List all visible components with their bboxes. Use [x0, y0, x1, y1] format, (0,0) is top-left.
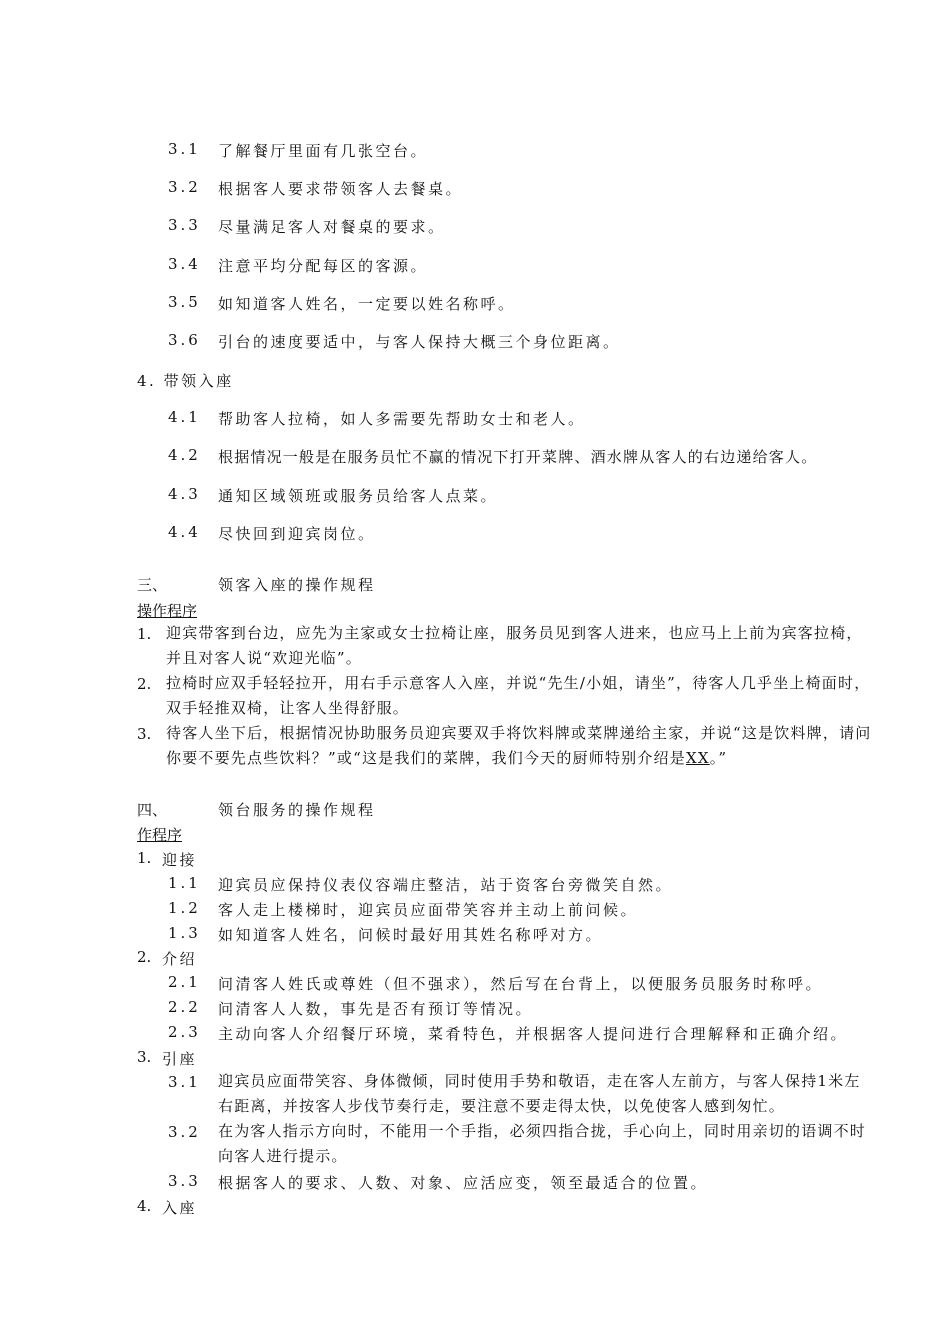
item-number: 2.3 [168, 1023, 201, 1041]
part3-label: 三、 [137, 576, 168, 594]
item-text: 问清客人姓氏或尊姓（但不强求），然后写在台背上，以便服务员服务时称呼。 [218, 975, 824, 993]
item-number: 3.3 [168, 216, 201, 234]
item-number: 4.2 [168, 446, 201, 464]
item-number: 3.1 [168, 1073, 201, 1091]
item-number: 3.2 [168, 1123, 201, 1141]
item-text: 迎宾员应保持仪表仪容端庄整洁，站于资客台旁微笑自然。 [218, 876, 674, 894]
list-number: 1. [137, 625, 152, 643]
group-title: 入座 [162, 1199, 198, 1217]
group-title: 介绍 [162, 950, 198, 968]
item-number: 3.6 [168, 331, 201, 349]
item-number: 3.2 [168, 178, 201, 196]
item-number: 1.2 [168, 899, 201, 917]
item-text: 如知道客人姓名，问候时最好用其姓名称呼对方。 [218, 926, 604, 944]
item-text: 尽快回到迎宾岗位。 [218, 525, 376, 543]
group-title: 引座 [162, 1050, 198, 1068]
item-text: 引台的速度要适中，与客人保持大概三个身位距离。 [218, 333, 621, 351]
item-text: 迎宾员应面带笑容、身体微倾，同时使用手势和敬语，走在客人左前方，与客人保持1米左右距离，并按客人步伐节奏行走，要注意不要走得太快，以免使客人感到匆忙。 [218, 1072, 861, 1115]
item-text: 客人走上楼梯时，迎宾员应面带笑容并主动上前问候。 [218, 901, 639, 919]
item-number: 1.3 [168, 924, 201, 942]
item-number: 3.1 [168, 140, 201, 158]
list-number: 2. [137, 675, 152, 693]
part4-subhead: 作程序 [137, 826, 183, 844]
item-number: 3.3 [168, 1172, 201, 1190]
item-text: 通知区域领班或服务员给客人点菜。 [218, 487, 499, 505]
part3-item-3 [166, 721, 882, 771]
item-text: 问清客人人数，事先是否有预订等情况。 [218, 1000, 534, 1018]
item-number: 2.1 [168, 973, 201, 991]
item4-title: 4. 带领入座 [137, 372, 234, 390]
item-number: 2.2 [168, 998, 201, 1016]
item-text: 如知道客人姓名，一定要以姓名称呼。 [218, 295, 516, 313]
part3-item-1: 迎宾带客到台边，应先为主家或女士拉椅让座，服务员见到客人进来，也应马上上前为宾客拉椅，并且对客人说“欢迎光临”。 [166, 624, 863, 667]
part3-item-3-end: 。” [709, 749, 728, 767]
item-text: 根据客人的要求、人数、对象、应活应变，领至最适合的位置。 [218, 1174, 709, 1192]
part4-title: 领台服务的操作规程 [218, 801, 376, 819]
item-number: 4.3 [168, 485, 201, 503]
group-number: 3. [137, 1048, 152, 1066]
item-text: 在为客人指示方向时，不能用一个手指，必须四指合拢，手心向上，同时用亲切的语调不时向客人进行提示。 [218, 1122, 867, 1165]
group-title: 迎接 [162, 851, 198, 869]
group-number: 2. [137, 948, 152, 966]
part3-item-3-text: 待客人坐下后，根据情况协助服务员迎宾要双手将饮料牌或菜牌递给主家，并说“这是饮料牌，请问你要不要先点些饮料？”或“这是我们的菜牌，我们今天的厨师特别介绍是 [166, 724, 872, 767]
item-text: 根据情况一般是在服务员忙不赢的情况下打开菜牌、酒水牌从客人的右边递给客人。 [218, 448, 818, 466]
part3-title: 领客入座的操作规程 [218, 576, 376, 594]
part3-item-2: 拉椅时应双手轻轻拉开，用右手示意客人入座，并说“先生/小姐，请坐”，待客人几乎坐上椅面时，双手轻推双椅，让客人坐得舒服。 [166, 674, 871, 717]
item-text: 主动向客人介绍餐厅环境，菜肴特色，并根据客人提问进行合理解释和正确介绍。 [218, 1025, 849, 1043]
item-number: 3.4 [168, 255, 201, 273]
item-number: 1.1 [168, 874, 201, 892]
part3-subhead: 操作程序 [137, 602, 198, 620]
part3-item-3-placeholder: XX [685, 749, 710, 767]
item-text: 帮助客人拉椅，如人多需要先帮助女士和老人。 [218, 410, 586, 428]
item-number: 3.5 [168, 293, 201, 311]
item-text: 尽量满足客人对餐桌的要求。 [218, 218, 446, 236]
item-number: 4.4 [168, 523, 201, 541]
group-number: 4. [137, 1197, 152, 1215]
item-text: 根据客人要求带领客人去餐桌。 [218, 180, 464, 198]
item-text: 注意平均分配每区的客源。 [218, 257, 429, 275]
list-number: 3. [137, 725, 152, 743]
item-text: 了解餐厅里面有几张空台。 [218, 142, 429, 160]
group-number: 1. [137, 849, 152, 867]
part4-label: 四、 [137, 801, 168, 819]
item-number: 4.1 [168, 408, 201, 426]
